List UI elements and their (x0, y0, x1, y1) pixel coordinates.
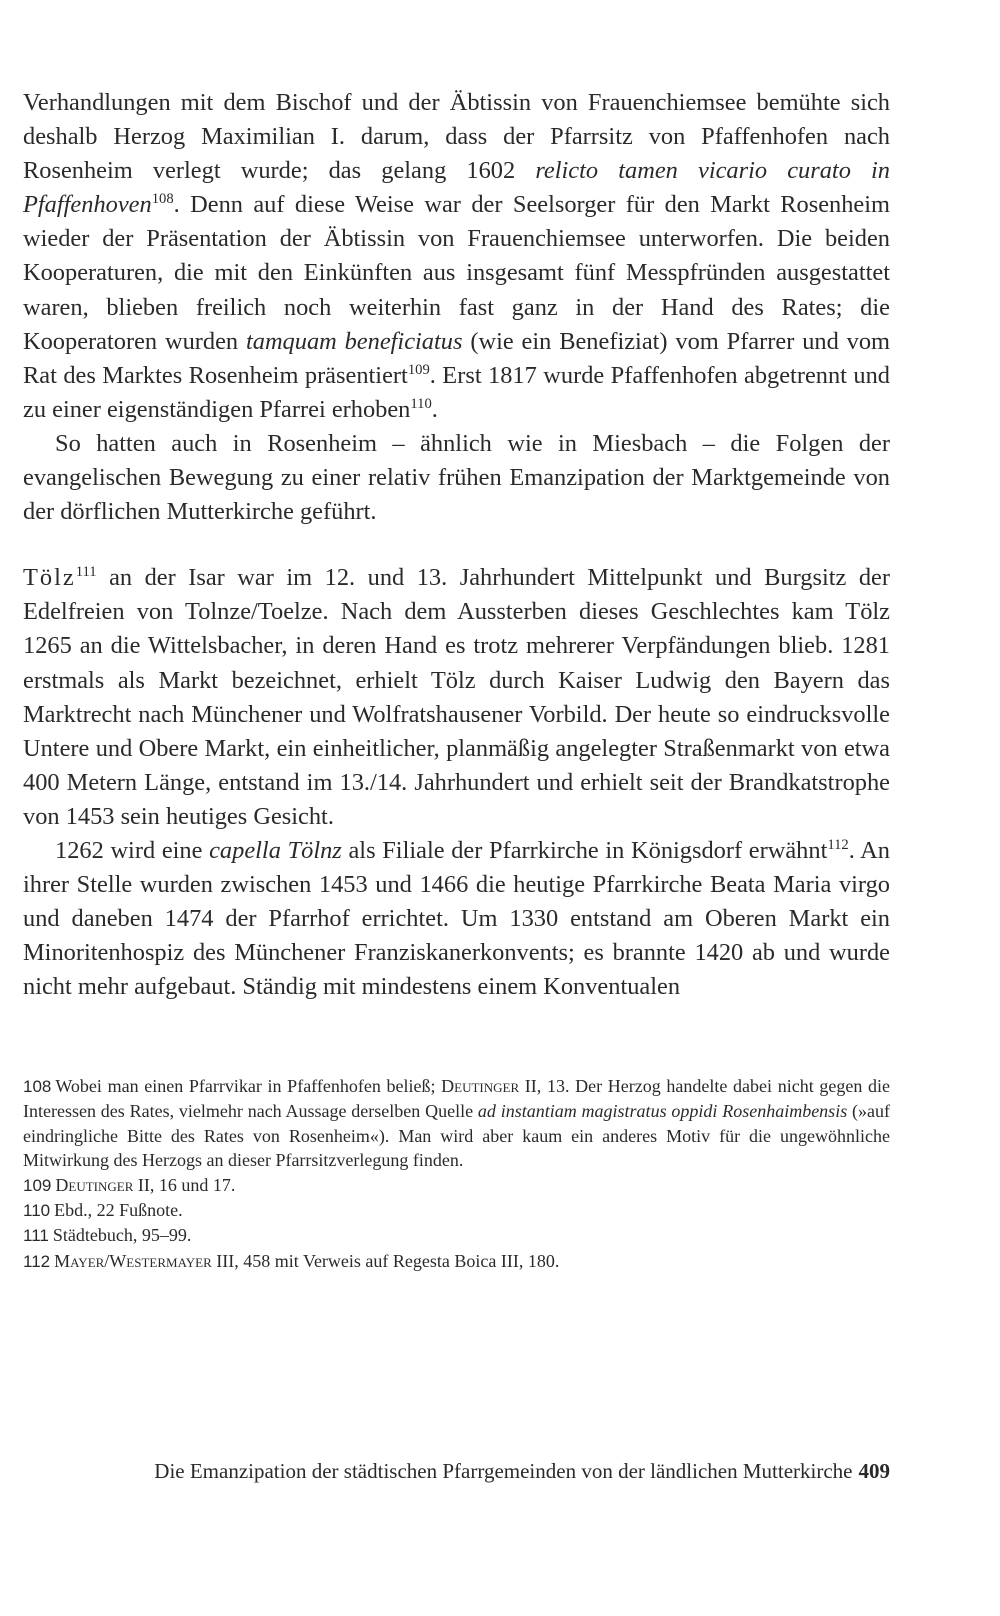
text-run: Ebd., 22 Fußnote. (54, 1200, 183, 1221)
page-number: 409 (858, 1459, 890, 1483)
text-run: Verhandlungen mit dem Bischof und der Äbtissin von Frauenchiemsee bemühte sich deshalb Herzog Maximilian I. darum, dass der Pfarrsitz von Pfaffenhofen nach Rosenheim verlegt wurde; das gelang 1602 (23, 89, 890, 185)
text-run: II, 13. Der Herzog handelte dabei nicht gegen die Interessen des Rates, vielmehr nach Aussage derselben Quelle (23, 1076, 890, 1122)
footnote-ref-109[interactable]: 109 (407, 361, 430, 378)
text-run: Städtebuch, 95–99. (52, 1225, 192, 1246)
text-run: 1262 wird eine (55, 836, 210, 864)
text-run: II, 16 und 17. (133, 1174, 236, 1195)
footnote-number: 108 (23, 1077, 52, 1096)
footnotes (23, 1074, 890, 1274)
text-run: . Denn auf diese Weise war der Seelsorger für den Markt Rosenheim wieder der Präsentation der Äbtissin von Frauenchiemsee unterworfen. Die beiden Kooperaturen, die mit den Einkünften aus insgesamt fünf Messpfründen ausgestattet waren, blieben freilich noch weiterhin fast ganz in der Hand des Rates; die Kooperatoren wurden (23, 191, 890, 355)
footnote-ref-110[interactable]: 110 (410, 396, 432, 413)
text-run: . (431, 395, 438, 423)
footnote-number: 109 (23, 1175, 52, 1195)
author-name: Deutinger (55, 1174, 134, 1195)
latin-quote: ad instantiam magistratus oppidi Rosenhaimbensis (477, 1101, 848, 1122)
text-run: . An ihrer Stelle wurden zwischen 1453 und 1466 die heutige Pfarrkirche Beata Maria virgo und daneben 1474 der Pfarrhof errichtet. Um 1330 entstand am Oberen Markt ein Minoritenhospiz des Münchener Franziskanerkonvents; es brannte 1420 ab und wurde nicht mehr aufgebaut. Ständig mit mindestens einem Konventualen (23, 836, 890, 1001)
author-name: Mayer/Westermayer (54, 1250, 212, 1271)
latin-quote: tamquam beneficiatus (245, 327, 463, 355)
footnote-number: 112 (23, 1251, 51, 1271)
paragraph-4 (23, 834, 890, 1004)
text-run: (»auf eindringliche Bitte des Rates von Rosenheim«). Man wird aber kaum ein anderes Motiv für die ungewöhnliche Mitwirkung des Herzogs an dieser Pfarrsitzverlegung finden. (23, 1101, 890, 1171)
paragraph-3 (23, 561, 890, 834)
footnote-111 (23, 1223, 890, 1248)
section-head-toelz: Tölz (23, 564, 76, 592)
text-run: Wobei man einen Pfarrvikar in Pfaffenhofen beließ; (55, 1076, 442, 1096)
latin-quote: relicto tamen vicario curato in Pfaffenhoven (23, 157, 891, 219)
footnote-number: 111 (23, 1226, 49, 1246)
text-run: III, 458 mit Verweis auf Regesta Boica III, 180. (211, 1250, 560, 1271)
paragraph-2: So hatten auch in Rosenheim – ähnlich wie in Miesbach – die Folgen der evangelischen Bewegung zu einer relativ frühen Emanzipation der Marktgemeinde von der dörflichen Mutterkirche geführt. (23, 429, 890, 526)
running-title: Die Emanzipation der städtischen Pfarrgemeinden von der ländlichen Mutterkirche (154, 1459, 853, 1483)
footnote-109 (23, 1173, 890, 1198)
footnote-108 (23, 1074, 890, 1173)
text-run: als Filiale der Pfarrkirche in Königsdorf erwähnt (341, 836, 828, 864)
latin-quote: capella Tölnz (209, 836, 342, 864)
footnote-112 (23, 1249, 890, 1274)
text-run: an der Isar war im 12. und 13. Jahrhundert Mittelpunkt und Burgsitz der Edelfreien von Tolnze/Toelze. Nach dem Aussterben dieses Geschlechtes kam Tölz 1265 an die Wittelsbacher, in deren Hand es trotz mehrerer Verpfändungen blieb. 1281 erstmals als Markt bezeichnet, erhielt Tölz durch Kaiser Ludwig den Bayern das Marktrecht nach Münchener und Wolfratshausener Vorbild. Der heute so eindrucksvolle Untere und Obere Markt, ein einheitlicher, planmäßig angelegter Straßenmarkt von etwa 400 Metern Länge, entstand im 13./14. Jahrhundert und erhielt seit der Brandkatstrophe von 1453 sein heutiges Gesicht. (23, 564, 890, 830)
footnote-ref-112[interactable]: 112 (827, 837, 849, 854)
page-footer (154, 1457, 890, 1485)
footnote-ref-111[interactable]: 111 (75, 564, 97, 581)
author-name: Deutinger (441, 1076, 520, 1096)
footnote-ref-108[interactable]: 108 (151, 191, 174, 208)
main-text (23, 86, 890, 1004)
footnote-110 (23, 1198, 890, 1223)
text-run: . Erst 1817 wurde Pfaffenhofen abgetrennt und zu einer eigenständigen Pfarrei erhoben (23, 361, 890, 423)
footnote-number: 110 (23, 1201, 51, 1221)
paragraph-1 (23, 86, 890, 427)
text-run: (wie ein Benefiziat) vom Pfarrer und vom Rat des Marktes Rosenheim präsentiert (23, 327, 890, 389)
